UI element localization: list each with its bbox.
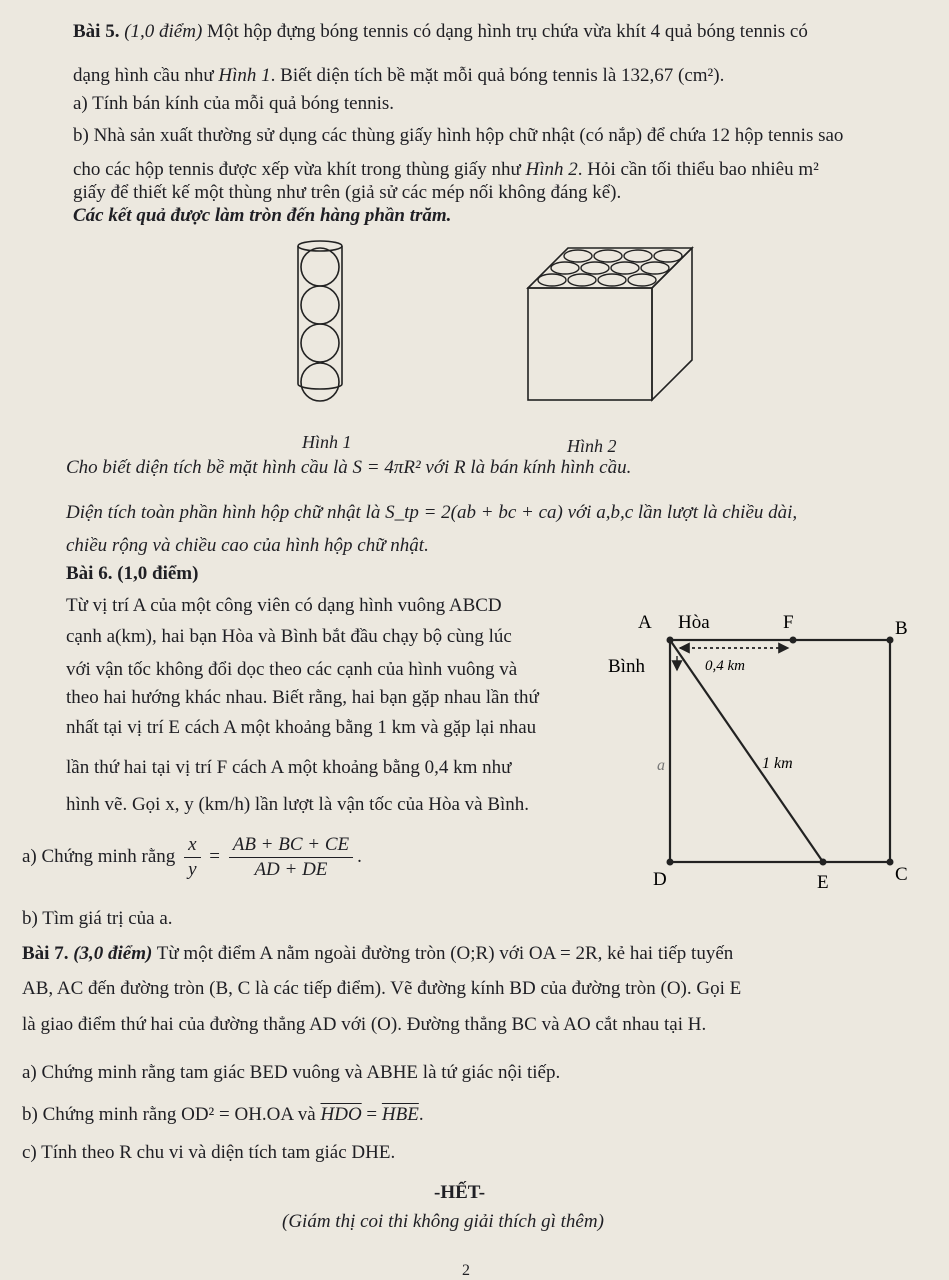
bai7-line3: là giao điểm thứ hai của đường thẳng AD với (O). Đường thẳng BC và AO cắt nhau tại H. (22, 1014, 707, 1035)
bai6-line6: lần thứ hai tại vị trí F cách A một khoảng bằng 0,4 km như (66, 757, 512, 778)
bai6-a-x: x (184, 833, 200, 858)
bai5-hint-box: Diện tích toàn phần hình hộp chữ nhật là S_tp = 2(ab + bc + ca) với a,b,c lần lượt là chiều dài, (66, 502, 798, 523)
bai5-b-2 (73, 158, 819, 182)
distance-e-label: 1 km (762, 755, 793, 772)
bai7-part-a: a) Chứng minh rằng tam giác BED vuông và ABHE là tứ giác nội tiếp. (22, 1062, 561, 1083)
bai6-a-y: y (188, 859, 197, 880)
bai6-line7: hình vẽ. Gọi x, y (km/h) lần lượt là vận tốc của Hòa và Bình. (66, 794, 530, 815)
bai7-b-end: . (418, 1104, 424, 1125)
bai6-a-prefix: a) Chứng minh rằng (22, 845, 176, 867)
bai6-a-lhs-fraction (184, 833, 200, 882)
figure-1-caption: Hình 1 (302, 432, 352, 452)
hoa-label: Hòa (678, 612, 710, 633)
bai6-line2: cạnh a(km), hai bạn Hòa và Bình bắt đầu chạy bộ cùng lúc (66, 626, 512, 647)
bai6-line5: nhất tại vị trí E cách A một khoảng bằng 1 km và gặp lại nhau (66, 717, 537, 738)
distance-f-label: 0,4 km (705, 658, 745, 674)
bai7-text-1: Từ một điểm A nằm ngoài đường tròn (O;R) với OA = 2R, kẻ hai tiếp tuyến (156, 943, 734, 964)
bai5-b-3: giấy để thiết kế một thùng như trên (giả sử các mép nối không đáng kể). (73, 182, 622, 203)
bai6-a-numerator: AB + BC + CE (229, 833, 353, 858)
bai6-line3: với vận tốc không đổi dọc theo các cạnh của hình vuông và (66, 659, 518, 680)
bai6-a-denominator: AD + DE (254, 859, 328, 880)
bai5-heading: Bài 5. (73, 21, 120, 42)
bai6-part-a (22, 833, 362, 893)
bai5-hint-sphere: Cho biết diện tích bề mặt hình cầu là S = 4πR² với R là bán kính hình cầu. (66, 457, 632, 478)
bai5-rounding-note: Các kết quả được làm tròn đến hàng phần trăm. (73, 205, 452, 226)
figure-1-bottom-ball (290, 350, 360, 410)
bai5-b-fig-ref: Hình 2 (525, 159, 578, 180)
bai5-a: a) Tính bán kính của mỗi quả bóng tennis. (73, 93, 395, 114)
bai5-b-1: b) Nhà sản xuất thường sử dụng các thùng giấy hình hộp chữ nhật (có nắp) để chứa 12 hộp tennis sao (73, 125, 844, 146)
figure-2-caption: Hình 2 (567, 436, 617, 456)
bai7-b-prefix: b) Chứng minh rằng OD² = OH.OA và (22, 1104, 316, 1125)
bai5-points: (1,0 điểm) (124, 21, 203, 42)
bai6-a-rhs-fraction (229, 833, 353, 882)
bai5-intro-2a: dạng hình cầu như (73, 65, 214, 86)
page-number: 2 (462, 1262, 470, 1279)
point-c-label: C (895, 864, 908, 885)
bai5-intro-fig-ref: Hình 1 (218, 65, 271, 86)
bai7-part-b (22, 1103, 424, 1127)
bai7-b-eq: = (366, 1104, 378, 1125)
proctor-note: (Giám thị coi thi không giải thích gì thêm) (282, 1211, 604, 1232)
side-a-label: a (657, 757, 665, 774)
bai6-a-end: . (357, 845, 362, 867)
point-d-label: D (653, 869, 667, 890)
bai7-line1 (22, 942, 733, 966)
point-f-label: F (783, 612, 794, 633)
bai6-points: (1,0 điểm) (117, 563, 199, 584)
bai6-heading: Bài 6. (66, 563, 113, 584)
point-e-label: E (817, 872, 829, 893)
end-marker: -HẾT- (434, 1182, 486, 1203)
bai6-heading-line (66, 562, 198, 586)
binh-label: Bình (608, 656, 645, 677)
bai7-points: (3,0 điểm) (73, 943, 153, 964)
point-a-label: A (638, 612, 652, 633)
bai5-line1 (73, 20, 808, 44)
point-b-label: B (895, 618, 908, 639)
bai5-intro-2b: . Biết diện tích bề mặt mỗi quả bóng tennis là 132,67 (cm²). (270, 65, 725, 86)
figure-2-box (520, 240, 700, 410)
bai6-part-b: b) Tìm giá trị của a. (22, 908, 173, 929)
bai6-line4: theo hai hướng khác nhau. Biết rằng, hai bạn gặp nhau lần thứ (66, 687, 539, 708)
bai7-heading: Bài 7. (22, 943, 69, 964)
bai7-part-c: c) Tính theo R chu vi và diện tích tam giác DHE. (22, 1142, 396, 1163)
bai5-hint-box-2: chiều rộng và chiều cao của hình hộp chữ nhật. (66, 535, 429, 556)
bai6-a-eq: = (209, 845, 220, 867)
bai6-line1: Từ vị trí A của một công viên có dạng hình vuông ABCD (66, 595, 502, 616)
bai7-b-angle-2: $\overline{HBE}$ (381, 1104, 419, 1125)
bai5-line2 (73, 64, 724, 88)
bai5-b-2b: . Hỏi cần tối thiểu bao nhiêu m² (577, 159, 819, 180)
bai5-b-2a: cho các hộp tennis được xếp vừa khít trong thùng giấy như (73, 159, 521, 180)
bai5-intro-1: Một hộp đựng bóng tennis có dạng hình trụ chứa vừa khít 4 quả bóng tennis có (207, 21, 808, 42)
bai7-line2: AB, AC đến đường tròn (B, C là các tiếp điểm). Vẽ đường kính BD của đường tròn (O). Gọi E (22, 978, 742, 999)
bai7-b-angle-1: $\overline{HDO}$ (320, 1104, 362, 1125)
bai6-square-figure (605, 600, 925, 900)
